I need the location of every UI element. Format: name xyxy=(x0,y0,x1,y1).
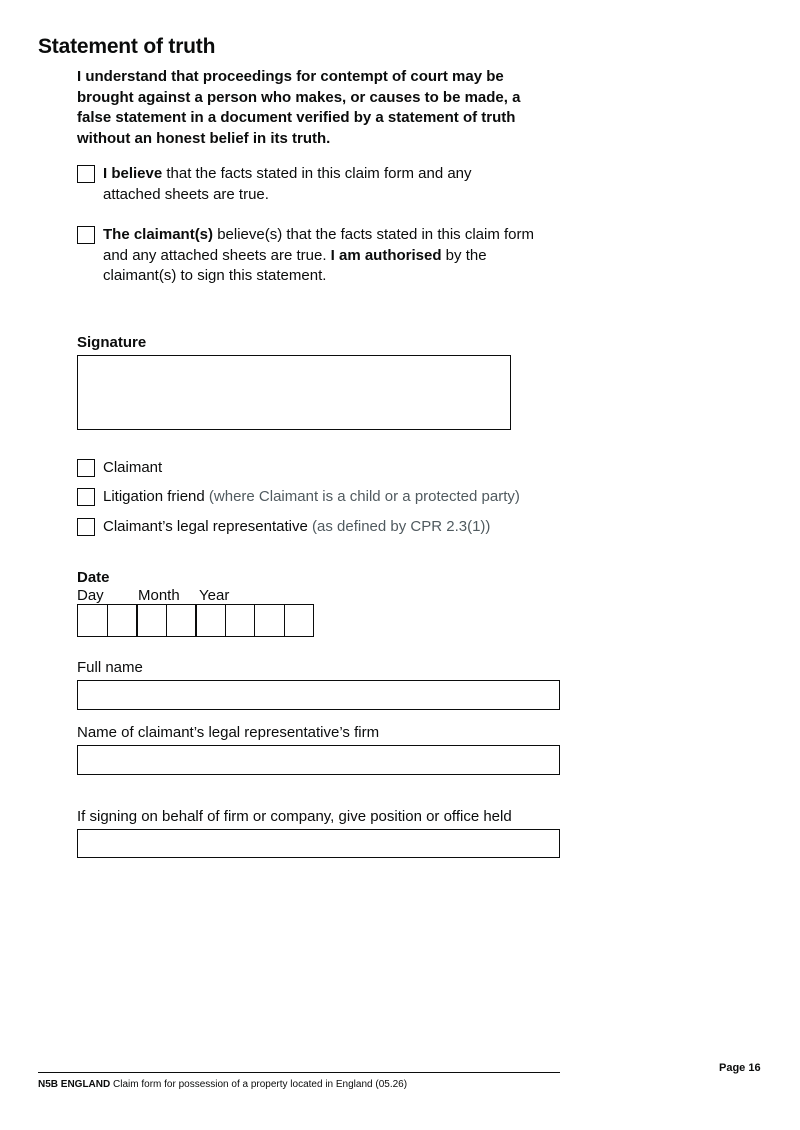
litigation-friend-checkbox[interactable] xyxy=(77,488,95,506)
signature-label: Signature xyxy=(77,334,147,351)
full-name-label: Full name xyxy=(77,659,143,676)
full-name-field[interactable] xyxy=(77,680,560,710)
claimants-checkbox[interactable] xyxy=(77,226,95,244)
footer-divider xyxy=(38,1072,560,1073)
role-litigation-friend-option[interactable] xyxy=(77,487,520,508)
date-day-digit-2[interactable] xyxy=(107,604,138,637)
statement-claimants-option[interactable] xyxy=(77,225,553,287)
statement-intro: I understand that proceedings for contempt of court may be brought against a person who makes, or causes to be made, a false statement in a document verified by a statement of truth without an honest belief in its truth. xyxy=(77,68,521,147)
claimants-rest-2: by the claimant(s) to sign this statement. xyxy=(103,246,487,284)
litigation-friend-label: Litigation friend xyxy=(103,488,205,505)
footer xyxy=(38,1078,407,1091)
date-year-digit-4[interactable] xyxy=(284,604,315,637)
date-year-digit-3[interactable] xyxy=(254,604,285,637)
claimants-text xyxy=(103,225,553,287)
statement-believe-option[interactable] xyxy=(77,164,523,205)
claimants-rest-1: believe(s) that the facts stated in this claim form and any attached sheets are true. xyxy=(103,226,534,264)
role-claimant-option[interactable] xyxy=(77,458,162,479)
date-year-digit-2[interactable] xyxy=(225,604,256,637)
authorised-bold: I am authorised xyxy=(330,246,442,264)
date-month-label: Month xyxy=(138,587,180,604)
firm-name-label: Name of claimant’s legal representative’s firm xyxy=(77,724,380,741)
believe-checkbox[interactable] xyxy=(77,165,95,183)
signature-box[interactable] xyxy=(77,355,511,430)
date-month-digit-1[interactable] xyxy=(136,604,167,637)
date-day-label: Day xyxy=(77,587,104,604)
page-number: Page 16 xyxy=(719,1062,761,1074)
form-title: Claim form for possession of a property located in England (05.26) xyxy=(110,1079,408,1090)
date-day-digit-1[interactable] xyxy=(77,604,108,637)
page-title: Statement of truth xyxy=(38,35,216,58)
legal-rep-label: Claimant’s legal representative xyxy=(103,518,308,535)
date-input-grid[interactable] xyxy=(77,604,314,637)
litigation-friend-note: (where Claimant is a child or a protected party) xyxy=(204,488,520,505)
believe-bold: I believe xyxy=(103,165,163,182)
date-label: Date xyxy=(77,569,110,586)
legal-rep-checkbox[interactable] xyxy=(77,518,95,536)
position-field[interactable] xyxy=(77,829,560,858)
claimants-bold: The claimant(s) xyxy=(103,226,214,243)
date-year-label: Year xyxy=(199,587,230,604)
position-label: If signing on behalf of firm or company, give position or office held xyxy=(77,808,512,825)
claimant-label: Claimant xyxy=(103,459,163,476)
form-code: N5B ENGLAND xyxy=(38,1079,111,1090)
role-legal-rep-option[interactable] xyxy=(77,517,490,538)
litigation-friend-text xyxy=(103,487,520,508)
date-year-digit-1[interactable] xyxy=(195,604,226,637)
legal-rep-note: (as defined by CPR 2.3(1)) xyxy=(307,518,491,535)
date-month-digit-2[interactable] xyxy=(166,604,197,637)
believe-text xyxy=(103,164,523,205)
firm-name-field[interactable] xyxy=(77,745,560,775)
claimant-checkbox[interactable] xyxy=(77,459,95,477)
believe-rest: that the facts stated in this claim form and any attached sheets are true. xyxy=(103,165,472,203)
legal-rep-text xyxy=(103,517,490,538)
